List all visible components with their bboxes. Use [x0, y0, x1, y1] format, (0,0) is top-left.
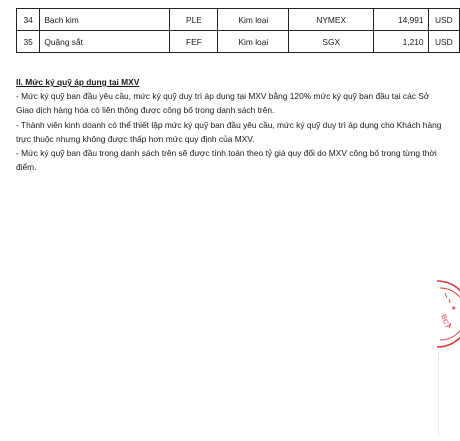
- commodity-code: FEF: [170, 31, 218, 53]
- margin-table: [16, 8, 460, 53]
- margin-value: 1,210: [374, 31, 428, 53]
- policy-paragraph: - Thành viên kinh doanh có thể thiết lập mức ký quỹ ban đầu yêu cầu, mức ký quỹ duy trì áp dụng cho Khách hàng trực thuộc nhưng không được thấp hơn mức quy định của MXV.: [16, 119, 442, 144]
- exchange-name: SGX: [289, 31, 374, 53]
- margin-value: 14,991: [374, 9, 428, 31]
- commodity-group: Kim loại: [218, 31, 289, 53]
- section-title: II. Mức ký quỹ áp dụng tại MXV: [16, 77, 140, 87]
- row-number: 35: [17, 31, 40, 53]
- table-row: [17, 31, 460, 53]
- commodity-code: PLE: [170, 9, 218, 31]
- margin-policy-section: [16, 75, 446, 174]
- policy-paragraph: - Mức ký quỹ ban đầu yêu cầu, mức ký quỹ duy trì áp dụng tại MXV bằng 120% mức ký quỹ ban đầu tại các Sở Giao dịch hàng hóa có liên thông được công bố trong danh sách trên.: [16, 91, 430, 116]
- currency: USD: [428, 9, 459, 31]
- exchange-name: NYMEX: [289, 9, 374, 31]
- page-edge-line: [438, 352, 440, 436]
- row-number: 34: [17, 9, 40, 31]
- policy-paragraph: - Mức ký quỹ ban đầu trong danh sách trên sẽ được tính toán theo tỷ giá quy đổi do MXV công bố trong từng thời điểm.: [16, 148, 437, 173]
- official-seal-stamp: [423, 279, 460, 349]
- commodity-name: Bạch kim: [40, 9, 170, 31]
- seal-text: BCT: [439, 313, 451, 330]
- commodity-name: Quặng sắt: [40, 31, 170, 53]
- commodity-group: Kim loại: [218, 9, 289, 31]
- currency: USD: [428, 31, 459, 53]
- seal-star-icon: ★: [451, 305, 457, 312]
- table-row: [17, 9, 460, 31]
